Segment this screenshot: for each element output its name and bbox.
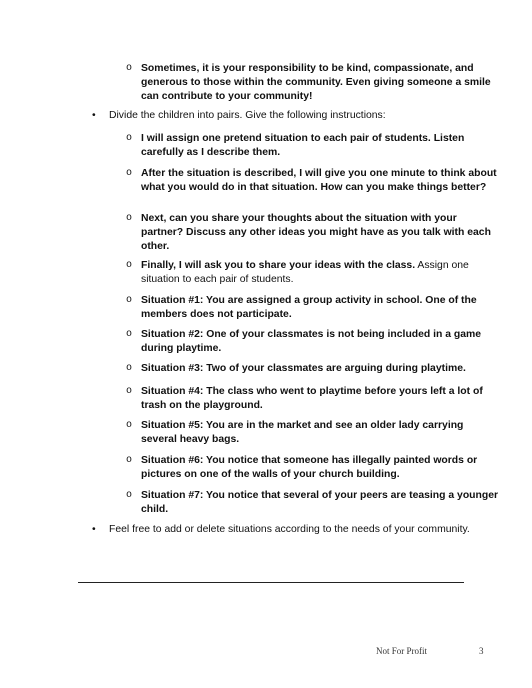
instruction-bold-text: Finally, I will ask you to share your ideas with the class. <box>141 260 416 271</box>
instruction-bold-text: Situation #1: You are assigned a group activity in school. One of the members does not participate. <box>141 295 477 320</box>
circle-bullet-icon: o <box>126 420 133 431</box>
instruction-text <box>141 294 501 322</box>
instruction-bold-text: Next, can you share your thoughts about the situation with your partner? Discuss any other ideas you might have as you talk with each other. <box>141 213 491 252</box>
circle-bullet-icon: o <box>126 295 133 306</box>
instruction-normal-text: Assign one situation to each pair of students. <box>141 260 469 285</box>
instruction-text <box>141 328 501 356</box>
instruction-text <box>141 259 501 287</box>
bullet-dot-icon: • <box>92 110 96 121</box>
instruction-bold-text: I will assign one pretend situation to each pair of students. Listen carefully as I describe them. <box>141 133 465 158</box>
bullet-text: Divide the children into pairs. Give the following instructions: <box>109 110 386 121</box>
circle-bullet-icon: o <box>126 363 133 374</box>
circle-bullet-icon: o <box>126 455 133 466</box>
bullet-text: Feel free to add or delete situations according to the needs of your community. <box>109 524 470 535</box>
instruction-text <box>141 385 501 413</box>
instruction-text <box>141 362 501 376</box>
instruction-bold-text: After the situation is described, I will give you one minute to think about what you would do in that situation. How can you make things better? <box>141 168 497 193</box>
circle-bullet-icon: o <box>126 329 133 340</box>
list-item-text: Sometimes, it is your responsibility to be kind, compassionate, and generous to those within the community. Even giving someone a smile can contribute to your community! <box>141 63 491 102</box>
page-number: 3 <box>479 646 484 656</box>
instruction-bold-text: Situation #2: One of your classmates is not being included in a game during playtime. <box>141 329 482 354</box>
circle-bullet-icon: o <box>126 490 133 501</box>
instruction-bold-text: Situation #6: You notice that someone has illegally painted words or pictures on one of the walls of your church building. <box>141 455 478 480</box>
instruction-bold-text: Situation #5: You are in the market and see an older lady carrying several heavy bags. <box>141 420 464 445</box>
instruction-text <box>141 167 501 195</box>
instruction-text <box>141 419 501 447</box>
circle-bullet-icon: o <box>126 213 133 224</box>
instruction-text <box>141 132 501 160</box>
instruction-text <box>141 454 501 482</box>
horizontal-rule <box>78 582 464 583</box>
circle-bullet-icon: o <box>126 260 133 271</box>
instruction-text <box>141 489 501 517</box>
footer-label: Not For Profit <box>376 646 428 656</box>
instruction-bold-text: Situation #7: You notice that several of your peers are teasing a younger child. <box>141 490 499 515</box>
instruction-bold-text: Situation #4: The class who went to playtime before yours left a lot of trash on the playground. <box>141 386 483 411</box>
bullet-dot-icon: • <box>92 524 96 535</box>
instruction-text <box>141 212 501 254</box>
instruction-bold-text: Situation #3: Two of your classmates are arguing during playtime. <box>141 363 466 374</box>
circle-bullet-icon: o <box>126 386 133 397</box>
circle-bullet-icon: o <box>126 133 133 144</box>
circle-bullet-icon: o <box>126 168 133 179</box>
circle-bullet-icon: o <box>126 63 133 74</box>
